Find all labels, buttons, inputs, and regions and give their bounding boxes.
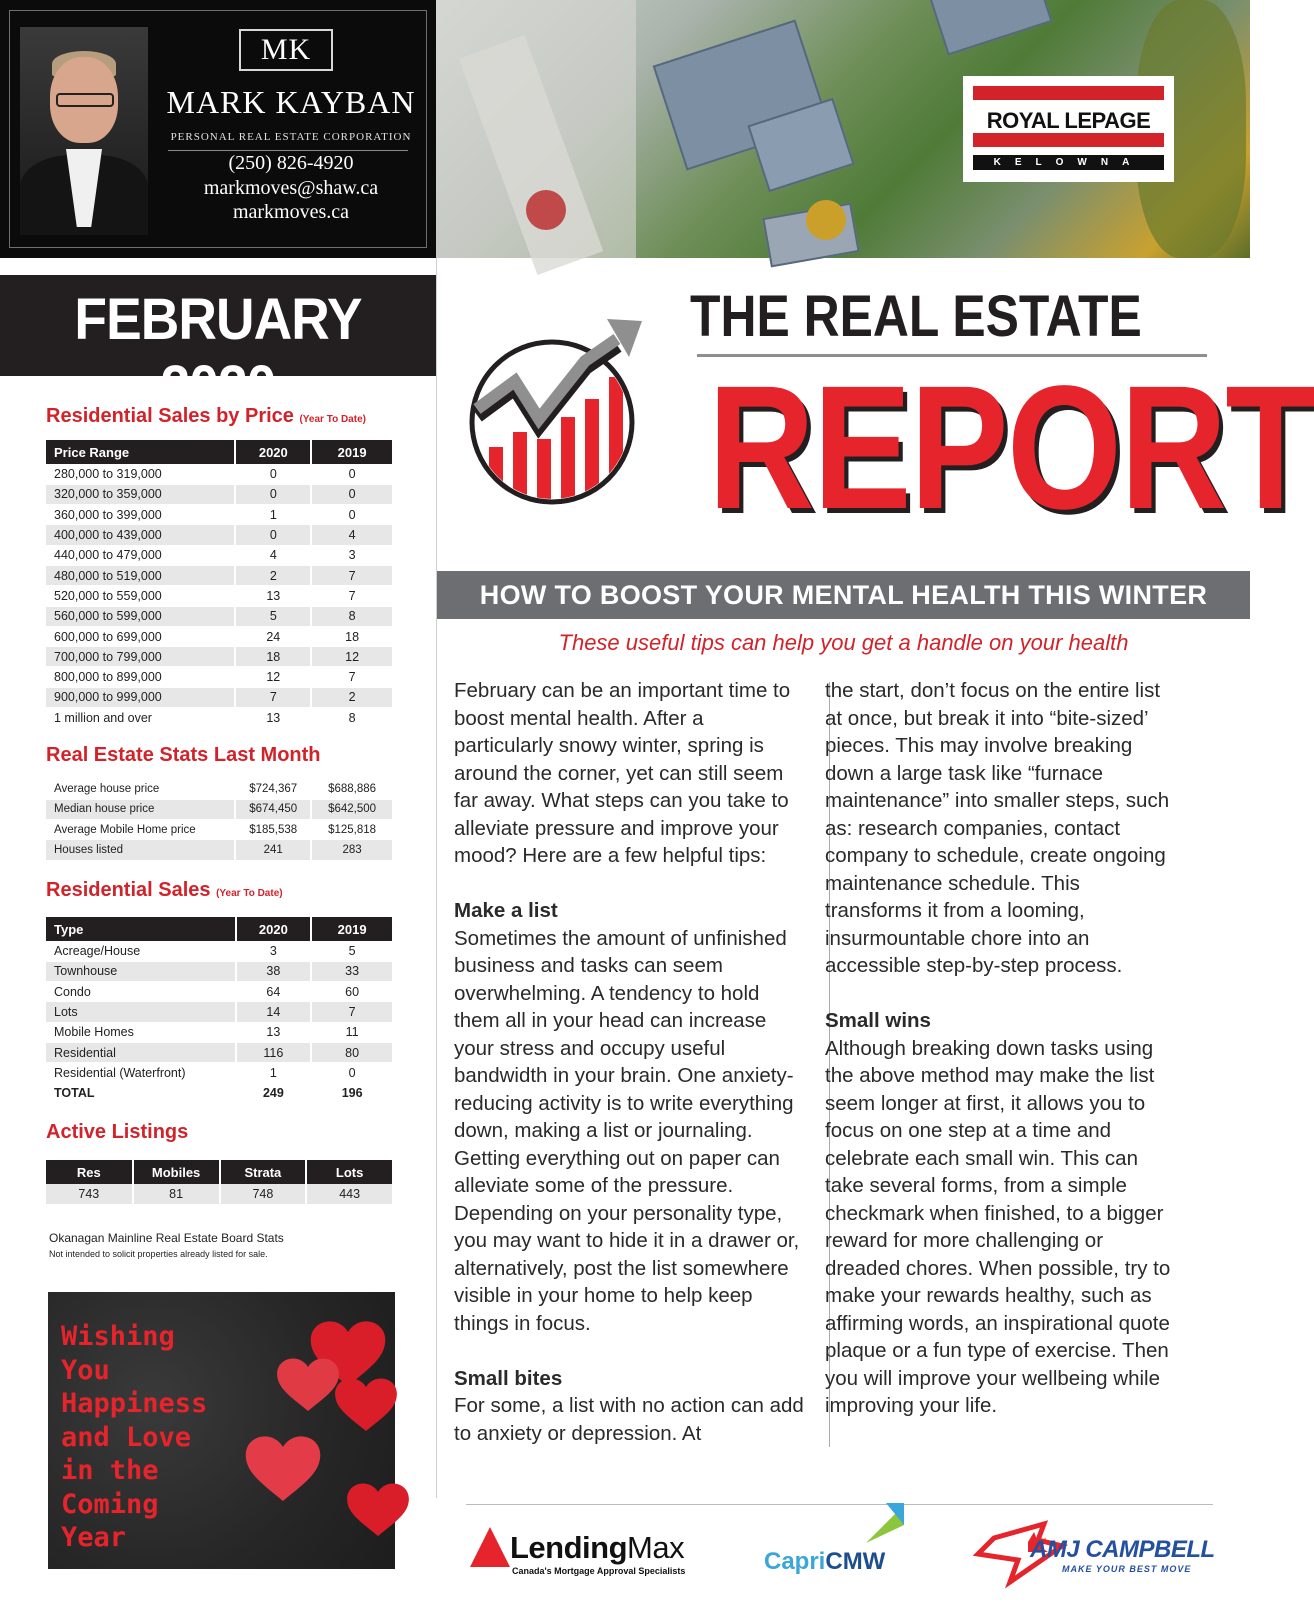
residential-sales-table <box>46 917 394 1104</box>
lendingmax-tagline: Canada's Mortgage Approval Specialists <box>512 1566 686 1576</box>
table-cell: TOTAL <box>46 1083 236 1103</box>
table-row <box>46 525 393 545</box>
table-cell: 283 <box>311 840 393 860</box>
article-paragraph: Sometimes the amount of unfinished business and tasks can seem overwhelming. A tendency to hold them all in your head can increase your stress and occupy useful bandwidth in your brain. One anxiety-reducing activity is to write everything down, making a list or journaling. Getting everything out on paper can alleviate some of the pressure. Depending on your personality type, you may want to hide it in a drawer or, alternatively, post the list somewhere visible in your home to help keep things in focus. <box>454 926 800 1335</box>
table-cell: 64 <box>236 982 312 1002</box>
table-cell: 7 <box>311 667 393 687</box>
valentine-line: Wishing <box>61 1321 175 1352</box>
growth-chart-icon <box>467 337 637 507</box>
table-cell: Mobile Homes <box>46 1022 236 1042</box>
report-month: FEBRUARY 2020 <box>74 287 362 419</box>
table-row <box>46 961 393 981</box>
table-cell: 11 <box>311 1022 393 1042</box>
article-heading: Small bites <box>454 1366 563 1390</box>
table-cell: 80 <box>311 1042 393 1062</box>
listing-value: 81 <box>133 1184 220 1204</box>
table-cell: $642,500 <box>311 799 393 819</box>
article-intro: February can be an important time to boost mental health. After a particularly snowy winter, spring is around the corner, yet can still seem far away. What steps can you take to alleviate pressure and improve your mood? Here are a few helpful tips: <box>454 679 791 867</box>
table-cell: 241 <box>235 840 311 860</box>
table-cell: 0 <box>311 484 393 504</box>
brokerage-name: ROYAL LEPAGE <box>986 108 1151 133</box>
section-title-residential-sales: Residential Sales (Year To Date) <box>46 879 283 901</box>
table-cell: Acreage/House <box>46 941 236 961</box>
table-cell: 560,000 to 599,000 <box>46 606 235 626</box>
capricmw-logo-mark <box>846 1503 906 1547</box>
listing-value: 748 <box>220 1184 307 1204</box>
table-cell: 0 <box>235 484 311 504</box>
table-cell: 700,000 to 799,000 <box>46 647 235 667</box>
table-cell: 33 <box>311 961 393 981</box>
table-cell: Houses listed <box>46 840 235 860</box>
table-cell: 12 <box>235 667 311 687</box>
col-header: Lots <box>306 1160 393 1184</box>
table-cell: 1 million and over <box>46 708 235 728</box>
table-row <box>46 982 393 1002</box>
table-row <box>46 820 393 840</box>
table-row <box>46 464 393 484</box>
table-cell: Median house price <box>46 799 235 819</box>
table-cell: 7 <box>235 687 311 707</box>
agent-phone[interactable]: (250) 826-4920 <box>228 152 354 174</box>
table-cell: 8 <box>311 606 393 626</box>
hearts-illustration <box>48 1292 395 1569</box>
table-cell: 900,000 to 999,000 <box>46 687 235 707</box>
valentine-line: Happiness <box>61 1388 208 1419</box>
article-banner: HOW TO BOOST YOUR MENTAL HEALTH THIS WINTER <box>437 571 1250 619</box>
table-cell: 18 <box>235 647 311 667</box>
table-cell: 4 <box>235 545 311 565</box>
table-cell: 1 <box>235 505 311 525</box>
section-title-stats-last-month: Real Estate Stats Last Month <box>46 744 321 766</box>
table-row <box>46 565 393 585</box>
table-cell: 3 <box>311 545 393 565</box>
agent-card <box>0 0 436 258</box>
table-cell: 13 <box>236 1022 312 1042</box>
table-cell: 14 <box>236 1002 312 1022</box>
table-cell: 5 <box>311 941 393 961</box>
table-cell: $185,538 <box>235 820 311 840</box>
report-title-top: THE REAL ESTATE <box>690 284 1142 349</box>
table-row <box>46 779 393 799</box>
valentine-line: Year <box>61 1522 127 1553</box>
table-cell: 4 <box>311 525 393 545</box>
table-cell: Average Mobile Home price <box>46 820 235 840</box>
report-title-main: REPORT <box>708 350 1314 546</box>
table-row <box>46 606 393 626</box>
table-row <box>46 687 393 707</box>
table-cell: 13 <box>235 708 311 728</box>
table-cell: Average house price <box>46 779 235 799</box>
active-listings-table <box>46 1160 394 1205</box>
table-cell: 8 <box>311 708 393 728</box>
table-cell: 440,000 to 479,000 <box>46 545 235 565</box>
table-cell: 480,000 to 519,000 <box>46 565 235 585</box>
table-cell: 116 <box>236 1042 312 1062</box>
table-cell: 24 <box>235 626 311 646</box>
col-header: 2019 <box>311 917 393 941</box>
section-title-active-listings: Active Listings <box>46 1121 189 1143</box>
article-column-2 <box>825 677 1180 1447</box>
table-cell: 520,000 to 559,000 <box>46 586 235 606</box>
table-row <box>46 708 393 728</box>
table-cell: 2 <box>235 565 311 585</box>
table-cell: Condo <box>46 982 236 1002</box>
valentine-line: You <box>61 1354 110 1386</box>
capricmw-logo: CapriCMW <box>764 1548 886 1575</box>
col-header: 2019 <box>311 440 393 464</box>
agent-logo: MK <box>239 29 333 71</box>
table-cell: 12 <box>311 647 393 667</box>
table-cell: 18 <box>311 626 393 646</box>
table-cell: 60 <box>311 982 393 1002</box>
table-row <box>46 799 393 819</box>
table-cell: 0 <box>311 505 393 525</box>
valentine-greeting-card <box>48 1292 395 1569</box>
table-cell: 320,000 to 359,000 <box>46 484 235 504</box>
table-cell: $688,886 <box>311 779 393 799</box>
table-cell: 0 <box>311 1063 393 1083</box>
footer-rule <box>466 1504 1213 1505</box>
table-row <box>46 586 393 606</box>
col-header: Res <box>46 1160 133 1184</box>
article-column-1 <box>454 677 804 1475</box>
table-cell: 2 <box>311 687 393 707</box>
amj-campbell-tagline: MAKE YOUR BEST MOVE <box>1062 1564 1192 1574</box>
table-row <box>46 941 393 961</box>
table-total-row <box>46 1083 393 1103</box>
section-title-sales-by-price: Residential Sales by Price (Year To Date) <box>46 405 366 427</box>
table-row <box>46 667 393 687</box>
table-row <box>46 647 393 667</box>
table-cell: 800,000 to 899,000 <box>46 667 235 687</box>
table-cell: 38 <box>236 961 312 981</box>
article-subtitle: These useful tips can help you get a handle on your health <box>558 630 1129 655</box>
agent-website[interactable]: markmoves.ca <box>232 201 350 223</box>
table-row <box>46 545 393 565</box>
sales-by-price-table <box>46 440 394 728</box>
valentine-line: Coming <box>61 1488 159 1520</box>
table-cell: 3 <box>236 941 312 961</box>
table-cell: 249 <box>236 1083 312 1103</box>
column-divider <box>436 258 437 1498</box>
table-cell: $724,367 <box>235 779 311 799</box>
col-header: 2020 <box>236 917 312 941</box>
col-header: Type <box>46 917 236 941</box>
table-cell: 7 <box>311 1002 393 1022</box>
table-cell: 7 <box>311 565 393 585</box>
table-cell: 7 <box>311 586 393 606</box>
table-cell: 1 <box>236 1063 312 1083</box>
source-note: Okanagan Mainline Real Estate Board Stats <box>49 1231 284 1245</box>
table-cell: Townhouse <box>46 961 236 981</box>
disclaimer: Not intended to solicit properties already listed for sale. <box>49 1249 268 1259</box>
table-row <box>46 484 393 504</box>
lendingmax-logo-mark <box>470 1525 510 1569</box>
article-paragraph: For some, a list with no action can add to anxiety or depression. At <box>454 1394 804 1445</box>
table-cell: 600,000 to 699,000 <box>46 626 235 646</box>
table-cell: 280,000 to 319,000 <box>46 464 235 484</box>
table-cell: Residential (Waterfront) <box>46 1063 236 1083</box>
table-cell: 400,000 to 439,000 <box>46 525 235 545</box>
brokerage-city: KELOWNA <box>973 155 1164 170</box>
listing-value: 743 <box>46 1184 133 1204</box>
table-cell: Lots <box>46 1002 236 1022</box>
table-row <box>46 626 393 646</box>
agent-email[interactable]: markmoves@shaw.ca <box>203 177 379 199</box>
article-paragraph: the start, don’t focus on the entire list at once, but break it into “bite-sized’ pieces. This may involve breaking down a large task like “furnace maintenance” into smaller steps, such as: research companies, contact company to schedule, create ongoing maintenance schedule. This transforms it from a looming, insurmountable chore into an accessible step-by-step process. <box>825 679 1170 977</box>
table-cell: 0 <box>311 464 393 484</box>
article-heading: Small wins <box>825 1009 931 1032</box>
table-row <box>46 505 393 525</box>
table-cell: Residential <box>46 1042 236 1062</box>
col-header: 2020 <box>235 440 311 464</box>
royal-lepage-logo <box>963 76 1174 182</box>
col-header: Strata <box>220 1160 307 1184</box>
table-row <box>46 840 393 860</box>
table-cell: $125,818 <box>311 820 393 840</box>
article-heading: Make a list <box>454 899 558 922</box>
article-paragraph: Although breaking down tasks using the above method may make the list seem longer at first, it allows you to focus on one step at a time and celebrate each small win. This can take several forms, from a simple checkmark when finished, to a bigger reward for more challenging or dreaded chores. When possible, try to make your rewards healthy, such as affirming words, an inspirational quote plaque or a fun type of exercise. Then you will improve your wellbeing while improving your life. <box>825 1036 1171 1417</box>
lendingmax-logo: LendingMax <box>510 1530 685 1565</box>
table-row <box>46 1002 393 1022</box>
agent-corporation: PERSONAL REAL ESTATE CORPORATION <box>170 131 412 143</box>
agent-divider <box>168 150 408 151</box>
table-row <box>46 1022 393 1042</box>
table-row <box>46 1042 393 1062</box>
table-cell: 5 <box>235 606 311 626</box>
listing-value: 443 <box>306 1184 393 1204</box>
valentine-line: and Love <box>61 1421 192 1453</box>
table-row <box>46 1063 393 1083</box>
valentine-line: in the <box>61 1455 159 1486</box>
col-header: Mobiles <box>133 1160 220 1184</box>
stats-last-month-table <box>46 779 394 861</box>
table-cell: 13 <box>235 586 311 606</box>
table-cell: 0 <box>235 525 311 545</box>
agent-name: MARK KAYBAN <box>166 84 416 120</box>
col-header: Price Range <box>46 440 235 464</box>
amj-campbell-logo: AMJ CAMPBELL <box>1030 1536 1215 1563</box>
table-cell: 196 <box>311 1083 393 1103</box>
table-cell: $674,450 <box>235 799 311 819</box>
agent-photo <box>20 27 148 227</box>
table-cell: 0 <box>235 464 311 484</box>
table-cell: 360,000 to 399,000 <box>46 505 235 525</box>
